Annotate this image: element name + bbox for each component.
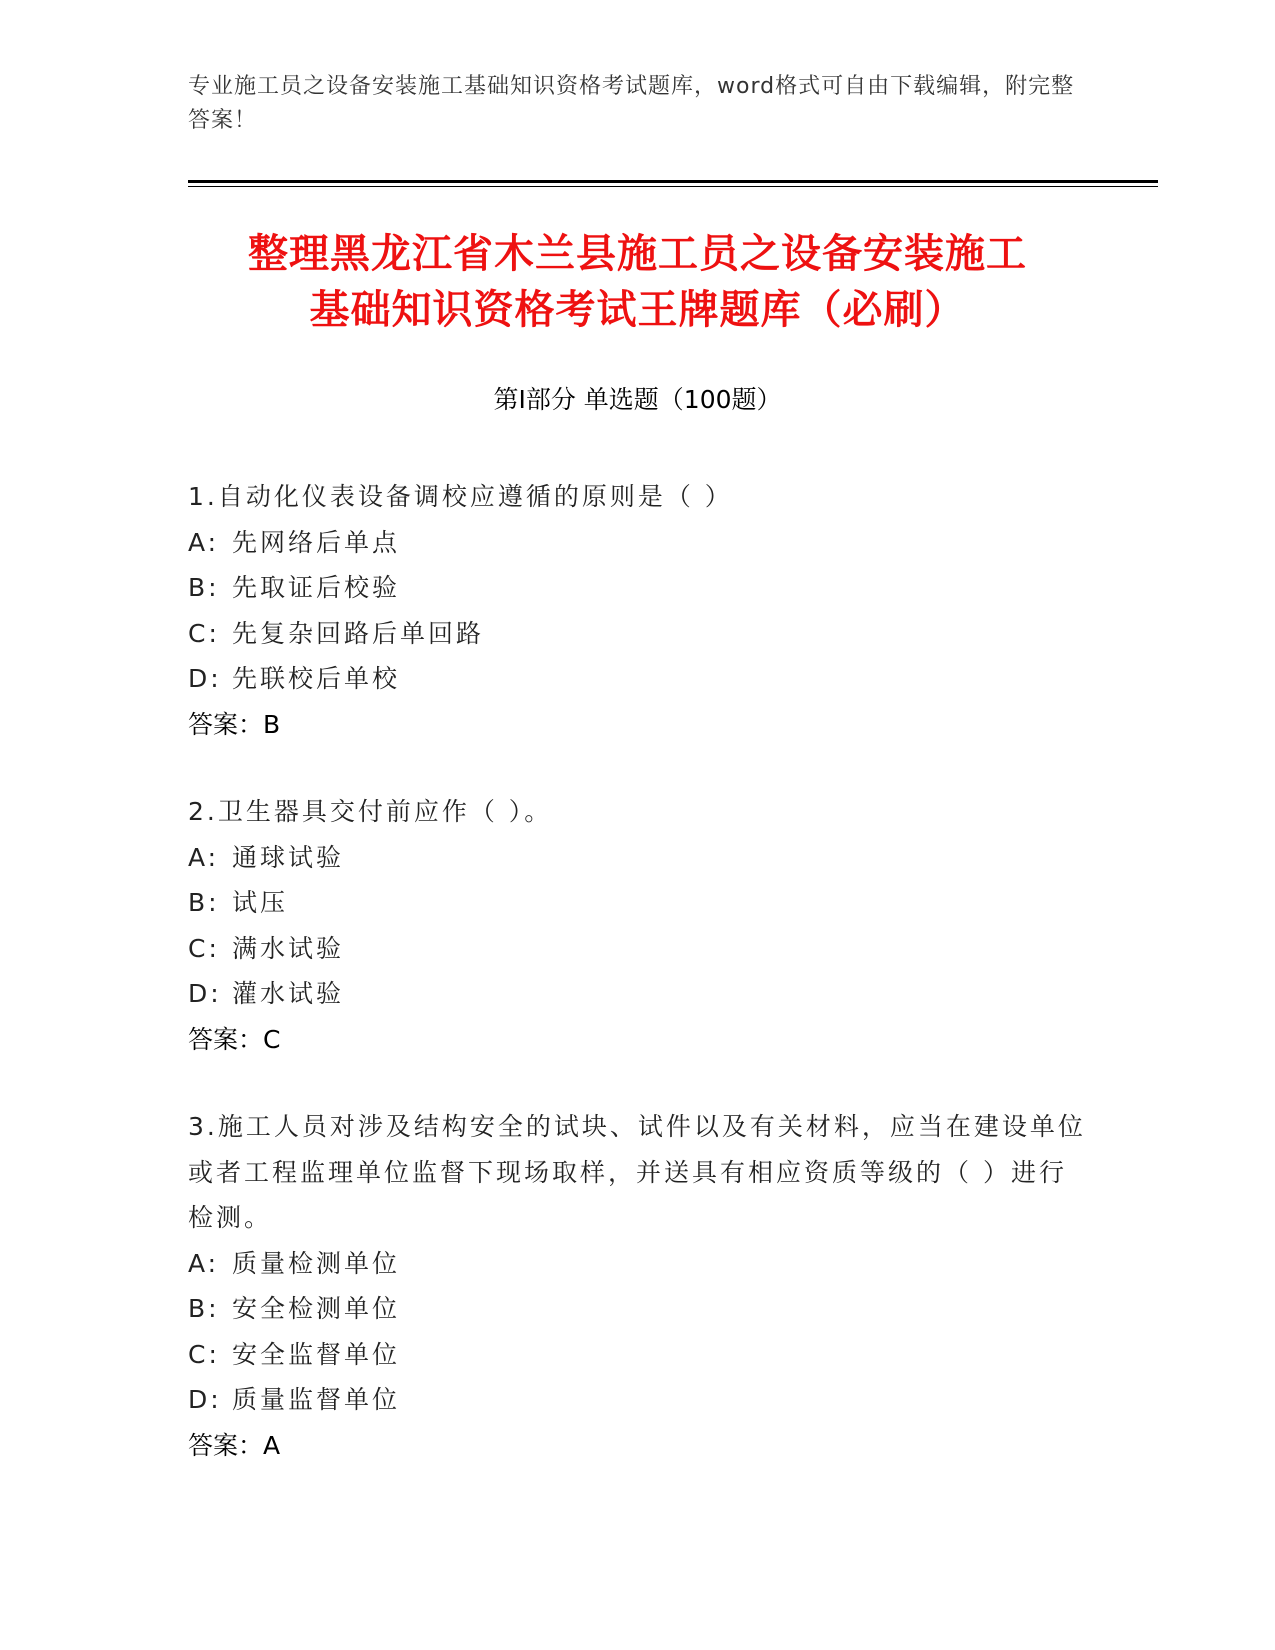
document-title-line-1: 整理黑龙江省木兰县施工员之设备安装施工 bbox=[248, 231, 1027, 277]
option-text: 试压 bbox=[232, 888, 289, 917]
option-c bbox=[188, 926, 1088, 972]
option-text: 质量检测单位 bbox=[232, 1248, 401, 1278]
option-text: 灌水试验 bbox=[232, 979, 345, 1008]
option-a bbox=[188, 520, 1088, 566]
option-key: B: bbox=[188, 573, 220, 602]
option-text: 满水试验 bbox=[232, 933, 345, 963]
option-b bbox=[188, 565, 1088, 611]
header-divider-thick bbox=[188, 180, 1158, 183]
question-3 bbox=[188, 1104, 1088, 1468]
option-key: D: bbox=[188, 664, 222, 693]
option-key: C: bbox=[188, 933, 220, 963]
option-key: B: bbox=[188, 888, 220, 917]
option-key: A: bbox=[188, 1248, 220, 1278]
option-text: 质量监督单位 bbox=[232, 1385, 401, 1414]
option-text: 先联校后单校 bbox=[232, 664, 401, 693]
option-key: A: bbox=[188, 527, 220, 557]
header-note: 专业施工员之设备安装施工基础知识资格考试题库，word格式可自由下载编辑，附完整答案！ bbox=[188, 74, 1075, 133]
option-b bbox=[188, 1286, 1088, 1332]
answer: 答案：A bbox=[188, 1430, 281, 1460]
question-stem: 1.自动化仪表设备调校应遵循的原则是（ ） bbox=[188, 482, 733, 511]
option-a bbox=[188, 835, 1088, 881]
option-key: C: bbox=[188, 1339, 220, 1369]
question-stem: 2.卫生器具交付前应作（ ）。 bbox=[188, 797, 553, 826]
document-title bbox=[150, 226, 1125, 338]
answer: 答案：B bbox=[188, 709, 281, 739]
option-d bbox=[188, 971, 1088, 1017]
option-key: D: bbox=[188, 979, 222, 1008]
document-title-line-2: 基础知识资格考试王牌题库（必刷） bbox=[309, 287, 966, 333]
option-c bbox=[188, 1332, 1088, 1378]
option-d bbox=[188, 1377, 1088, 1423]
option-b bbox=[188, 880, 1088, 926]
header-divider-thin bbox=[188, 186, 1158, 187]
option-d bbox=[188, 656, 1088, 702]
option-key: B: bbox=[188, 1294, 220, 1323]
option-a bbox=[188, 1241, 1088, 1287]
option-key: A: bbox=[188, 842, 220, 872]
question-list bbox=[188, 474, 1088, 1510]
option-text: 安全监督单位 bbox=[232, 1339, 401, 1369]
question-2 bbox=[188, 789, 1088, 1062]
option-text: 先取证后校验 bbox=[232, 573, 401, 602]
option-text: 先网络后单点 bbox=[232, 527, 401, 557]
option-key: D: bbox=[188, 1385, 222, 1414]
option-c bbox=[188, 611, 1088, 657]
option-text: 安全检测单位 bbox=[232, 1294, 401, 1323]
option-text: 先复杂回路后单回路 bbox=[232, 618, 485, 648]
section-heading: 第Ⅰ部分 单选题（100题） bbox=[493, 385, 782, 414]
answer: 答案：C bbox=[188, 1024, 281, 1054]
question-1 bbox=[188, 474, 1088, 747]
option-text: 通球试验 bbox=[232, 842, 345, 872]
question-stem: 3.施工人员对涉及结构安全的试块、试件以及有关材料，应当在建设单位或者工程监理单位监督下现场取样，并送具有相应资质等级的（ ）进行检测。 bbox=[188, 1112, 1086, 1232]
option-key: C: bbox=[188, 618, 220, 648]
